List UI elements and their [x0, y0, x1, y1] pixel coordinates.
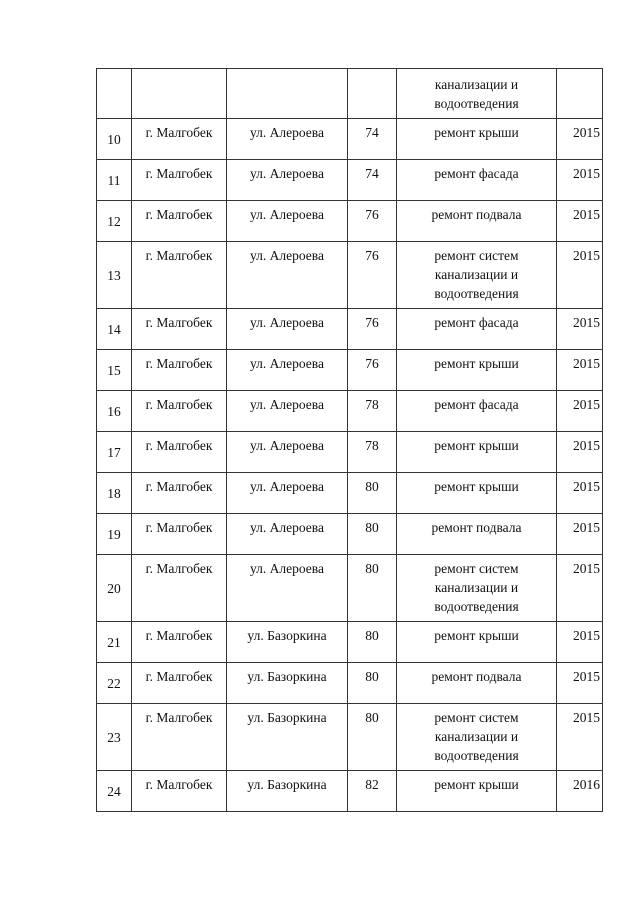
- cell-number: 11: [97, 160, 132, 201]
- cell-street: ул. Алероева: [227, 432, 348, 473]
- cell-house: 78: [348, 432, 397, 473]
- cell-work-type: ремонт систем канализации и водоотведения: [397, 704, 557, 771]
- cell-number: [97, 69, 132, 119]
- cell-house: 80: [348, 555, 397, 622]
- cell-work-type: ремонт крыши: [397, 119, 557, 160]
- cell-number: 12: [97, 201, 132, 242]
- cell-year: 2015: [557, 514, 603, 555]
- cell-year: 2015: [557, 663, 603, 704]
- cell-number: 18: [97, 473, 132, 514]
- cell-street: ул. Базоркина: [227, 622, 348, 663]
- table-row: [97, 242, 603, 309]
- cell-street: ул. Базоркина: [227, 771, 348, 812]
- cell-number: 14: [97, 309, 132, 350]
- cell-city: г. Малгобек: [132, 514, 227, 555]
- table-row: [97, 555, 603, 622]
- cell-city: [132, 69, 227, 119]
- cell-work-type: ремонт систем канализации и водоотведения: [397, 242, 557, 309]
- cell-city: г. Малгобек: [132, 391, 227, 432]
- cell-number: 24: [97, 771, 132, 812]
- cell-year: 2015: [557, 473, 603, 514]
- cell-street: ул. Базоркина: [227, 704, 348, 771]
- cell-work-type: ремонт фасада: [397, 391, 557, 432]
- table-row: [97, 704, 603, 771]
- table-row: [97, 119, 603, 160]
- cell-city: г. Малгобек: [132, 473, 227, 514]
- cell-house: 80: [348, 514, 397, 555]
- table-row: [97, 771, 603, 812]
- cell-house: 80: [348, 622, 397, 663]
- cell-year: 2016: [557, 771, 603, 812]
- cell-house: 80: [348, 473, 397, 514]
- cell-number: 19: [97, 514, 132, 555]
- cell-year: 2015: [557, 704, 603, 771]
- cell-work-type: ремонт фасада: [397, 160, 557, 201]
- repair-schedule-table: [96, 68, 603, 812]
- table-row-continuation: [97, 69, 603, 119]
- cell-house: 82: [348, 771, 397, 812]
- cell-year: 2015: [557, 432, 603, 473]
- cell-house: 78: [348, 391, 397, 432]
- cell-city: г. Малгобек: [132, 432, 227, 473]
- cell-work-type: ремонт крыши: [397, 350, 557, 391]
- cell-number: 20: [97, 555, 132, 622]
- cell-house: [348, 69, 397, 119]
- cell-house: 76: [348, 242, 397, 309]
- cell-street: ул. Алероева: [227, 201, 348, 242]
- cell-street: ул. Алероева: [227, 391, 348, 432]
- cell-house: 80: [348, 663, 397, 704]
- table-row: [97, 663, 603, 704]
- table-row: [97, 160, 603, 201]
- cell-number: 15: [97, 350, 132, 391]
- cell-year: 2015: [557, 350, 603, 391]
- cell-house: 76: [348, 309, 397, 350]
- cell-house: 74: [348, 160, 397, 201]
- cell-number: 16: [97, 391, 132, 432]
- cell-work-type: ремонт крыши: [397, 622, 557, 663]
- cell-street: [227, 69, 348, 119]
- cell-city: г. Малгобек: [132, 350, 227, 391]
- table-row: [97, 391, 603, 432]
- cell-city: г. Малгобек: [132, 201, 227, 242]
- table-row: [97, 309, 603, 350]
- cell-house: 74: [348, 119, 397, 160]
- cell-street: ул. Алероева: [227, 242, 348, 309]
- cell-city: г. Малгобек: [132, 160, 227, 201]
- cell-year: 2015: [557, 391, 603, 432]
- cell-city: г. Малгобек: [132, 704, 227, 771]
- cell-work-type: ремонт подвала: [397, 514, 557, 555]
- cell-work-type: ремонт крыши: [397, 473, 557, 514]
- cell-street: ул. Алероева: [227, 514, 348, 555]
- cell-house: 80: [348, 704, 397, 771]
- cell-number: 23: [97, 704, 132, 771]
- cell-number: 13: [97, 242, 132, 309]
- table-row: [97, 622, 603, 663]
- cell-house: 76: [348, 350, 397, 391]
- table-row: [97, 514, 603, 555]
- cell-street: ул. Алероева: [227, 350, 348, 391]
- cell-street: ул. Базоркина: [227, 663, 348, 704]
- cell-street: ул. Алероева: [227, 555, 348, 622]
- table-row: [97, 473, 603, 514]
- cell-year: 2015: [557, 622, 603, 663]
- cell-city: г. Малгобек: [132, 119, 227, 160]
- cell-city: г. Малгобек: [132, 771, 227, 812]
- cell-year: 2015: [557, 201, 603, 242]
- cell-year: 2015: [557, 119, 603, 160]
- cell-street: ул. Алероева: [227, 309, 348, 350]
- cell-street: ул. Алероева: [227, 473, 348, 514]
- cell-city: г. Малгобек: [132, 309, 227, 350]
- cell-work-type: ремонт фасада: [397, 309, 557, 350]
- cell-street: ул. Алероева: [227, 160, 348, 201]
- cell-work-type: ремонт подвала: [397, 201, 557, 242]
- cell-house: 76: [348, 201, 397, 242]
- cell-city: г. Малгобек: [132, 622, 227, 663]
- cell-street: ул. Алероева: [227, 119, 348, 160]
- cell-number: 21: [97, 622, 132, 663]
- cell-number: 22: [97, 663, 132, 704]
- cell-year: [557, 69, 603, 119]
- cell-number: 17: [97, 432, 132, 473]
- cell-year: 2015: [557, 555, 603, 622]
- cell-work-type: ремонт подвала: [397, 663, 557, 704]
- cell-work-type: ремонт крыши: [397, 771, 557, 812]
- cell-city: г. Малгобек: [132, 242, 227, 309]
- cell-city: г. Малгобек: [132, 663, 227, 704]
- table-row: [97, 432, 603, 473]
- cell-work-type: ремонт крыши: [397, 432, 557, 473]
- cell-year: 2015: [557, 309, 603, 350]
- table-row: [97, 201, 603, 242]
- cell-year: 2015: [557, 160, 603, 201]
- cell-work-type: ремонт систем канализации и водоотведения: [397, 555, 557, 622]
- cell-city: г. Малгобек: [132, 555, 227, 622]
- cell-work-type: канализации и водоотведения: [397, 69, 557, 119]
- table-row: [97, 350, 603, 391]
- cell-number: 10: [97, 119, 132, 160]
- cell-year: 2015: [557, 242, 603, 309]
